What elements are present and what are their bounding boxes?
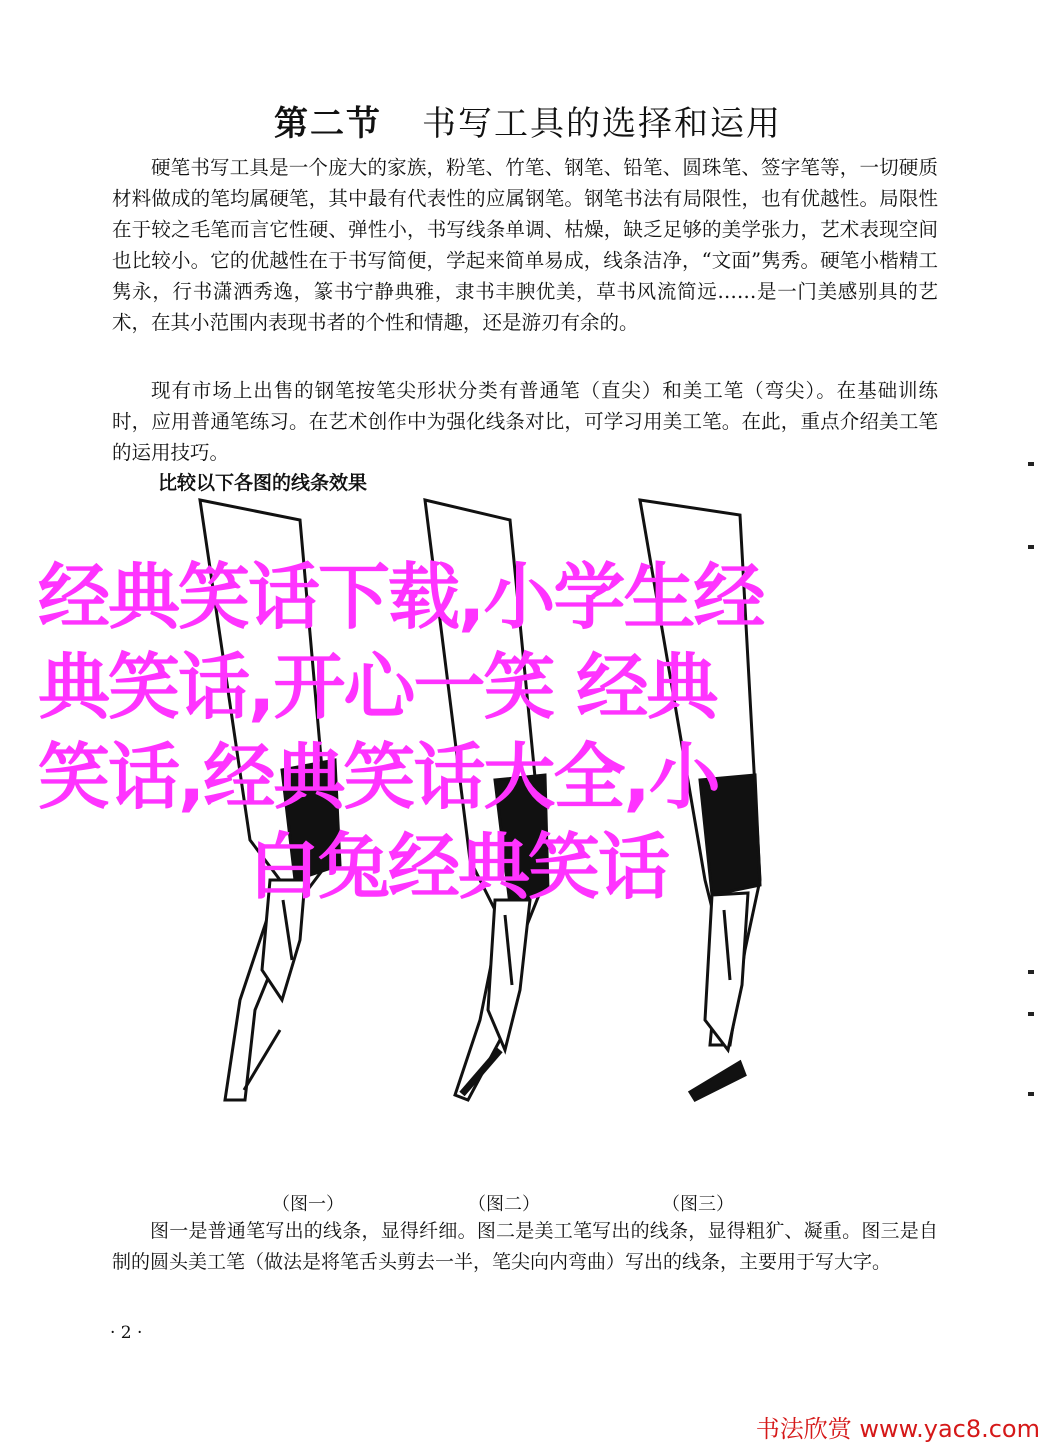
site-watermark: 书法欣赏 www.yac8.com — [755, 1415, 1040, 1443]
section-title: 书写工具的选择和运用 — [422, 104, 782, 144]
overlay-line-4: 白兔经典笑话 — [38, 825, 669, 909]
section-number: 第二节 — [274, 104, 382, 144]
overlay-title — [38, 552, 998, 912]
figure-label-1: （图一） — [272, 1194, 344, 1215]
figure-label-3: （图三） — [662, 1194, 734, 1215]
paragraph-text: 现有市场上出售的钢笔按笔尖形状分类有普通笔（直尖）和美工笔（弯尖）。在基础训练时，应用普通笔练习。在艺术创作中为强化线条对比，可学习用美工笔。在此，重点介绍美工笔的运用技巧。 — [112, 379, 938, 464]
overlay-line-3: 笑话,经典笑话大全,小 — [38, 735, 719, 819]
paragraph-text: 硬笔书写工具是一个庞大的家族，粉笔、竹笔、钢笔、铅笔、圆珠笔、签字笔等，一切硬质材料做成的笔均属硬笔，其中最有代表性的应属钢笔。钢笔书法有局限性，也有优越性。局限性在于较之毛笔而言它性硬、弹性小，书写线条单调、枯燥，缺乏足够的美学张力，艺术表现空间也比较小。它的优越性在于书写简便，学起来简单易成，线条洁净，“文面”隽秀。硬笔小楷精工隽永，行书潇洒秀逸，篆书宁静典雅，隶书丰腴优美，草书风流简远……是一门美感别具的艺术，在其小范围内表现书者的个性和情趣，还是游刃有余的。 — [112, 156, 938, 334]
subheading: 比较以下各图的线条效果 — [158, 472, 368, 494]
overlay-line-1: 经典笑话下载,小学生经 — [38, 555, 764, 639]
page-number: · 2 · — [110, 1323, 143, 1343]
figure-label-2: （图二） — [468, 1194, 540, 1215]
caption-text: 图一是普通笔写出的线条，显得纤细。图二是美工笔写出的线条，显得粗犷、凝重。图三是自制的圆头美工笔（做法是将笔舌头剪去一半，笔尖向内弯曲）写出的线条，主要用于写大字。 — [112, 1220, 938, 1273]
overlay-line-2: 典笑话,开心一笑 经典 — [38, 645, 717, 729]
